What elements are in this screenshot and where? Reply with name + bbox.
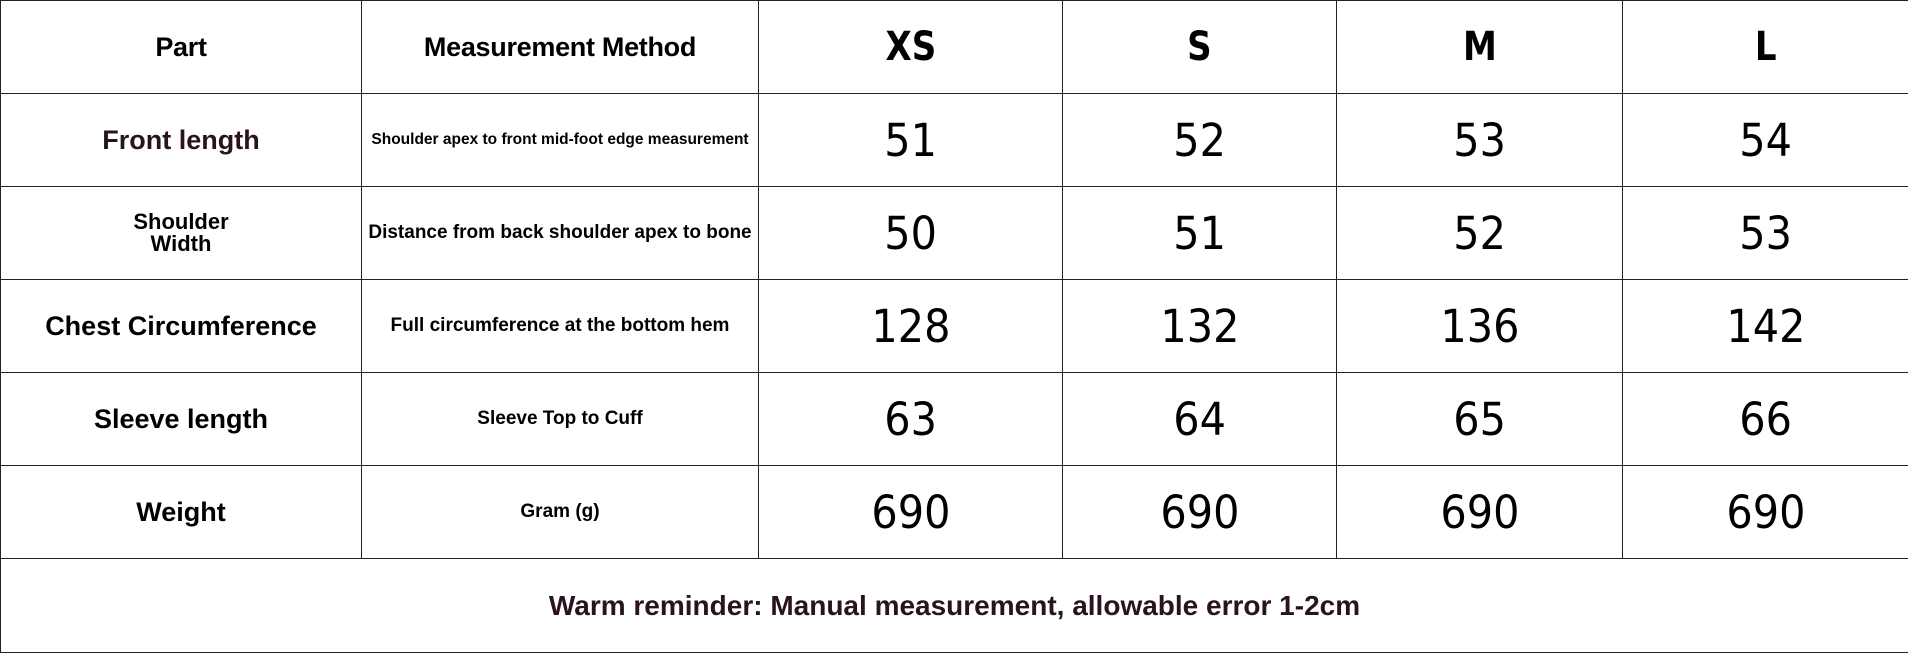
header-size-l: L (1755, 24, 1777, 70)
part-cell (1, 466, 362, 559)
table-row (1, 187, 1908, 280)
value-chest-l: 142 (1726, 300, 1805, 353)
value-shoulder-width-m: 52 (1453, 207, 1506, 260)
part-sleeve-length: Sleeve length (94, 404, 268, 434)
header-size-xs: XS (885, 24, 936, 70)
value-weight-l: 690 (1726, 486, 1805, 539)
value-front-length-s: 52 (1173, 114, 1226, 167)
value-cell (1063, 466, 1337, 559)
method-sleeve-length: Sleeve Top to Cuff (477, 408, 642, 429)
value-chest-s: 132 (1160, 300, 1239, 353)
value-cell (1063, 280, 1337, 373)
value-front-length-xs: 51 (884, 114, 937, 167)
value-sleeve-xs: 63 (884, 393, 937, 446)
part-weight: Weight (136, 497, 226, 527)
header-size-m: M (1463, 24, 1497, 70)
value-cell (759, 280, 1063, 373)
method-cell (362, 466, 759, 559)
value-cell (1337, 280, 1623, 373)
value-weight-xs: 690 (871, 486, 950, 539)
value-cell (1623, 94, 1908, 187)
header-row (1, 1, 1908, 94)
header-part-label: Part (155, 32, 206, 62)
header-method-label: Measurement Method (424, 32, 696, 62)
table-row (1, 466, 1908, 559)
value-cell (759, 373, 1063, 466)
value-cell (1623, 280, 1908, 373)
value-weight-s: 690 (1160, 486, 1239, 539)
method-weight: Gram (g) (520, 501, 599, 522)
value-cell (759, 94, 1063, 187)
value-cell (1623, 373, 1908, 466)
value-cell (1063, 94, 1337, 187)
value-cell (1623, 187, 1908, 280)
value-cell (1337, 373, 1623, 466)
part-cell (1, 280, 362, 373)
value-shoulder-width-s: 51 (1173, 207, 1226, 260)
method-shoulder-width: Distance from back shoulder apex to bone (368, 222, 751, 243)
value-sleeve-s: 64 (1173, 393, 1226, 446)
value-sleeve-m: 65 (1453, 393, 1506, 446)
value-cell (1063, 373, 1337, 466)
header-cell-part (1, 1, 362, 94)
warm-reminder-note: Warm reminder: Manual measurement, allowable error 1-2cm (549, 590, 1360, 621)
footer-row (1, 559, 1908, 653)
value-shoulder-width-xs: 50 (884, 207, 937, 260)
part-cell (1, 373, 362, 466)
table-row (1, 94, 1908, 187)
header-cell-method (362, 1, 759, 94)
part-shoulder-width: Shoulder Width (133, 211, 228, 255)
value-shoulder-width-l: 53 (1739, 207, 1792, 260)
value-chest-m: 136 (1440, 300, 1519, 353)
method-cell (362, 187, 759, 280)
table-row (1, 280, 1908, 373)
method-front-length: Shoulder apex to front mid-foot edge measurement (371, 131, 748, 148)
value-cell (1063, 187, 1337, 280)
value-cell (1337, 94, 1623, 187)
value-front-length-l: 54 (1739, 114, 1792, 167)
value-front-length-m: 53 (1453, 114, 1506, 167)
value-chest-xs: 128 (871, 300, 950, 353)
header-size-s: S (1187, 24, 1211, 70)
table-row (1, 373, 1908, 466)
part-front-length: Front length (102, 125, 259, 155)
value-cell (1337, 466, 1623, 559)
footer-cell (1, 559, 1908, 653)
header-cell-xs (759, 1, 1063, 94)
value-cell (1623, 466, 1908, 559)
part-cell (1, 94, 362, 187)
value-cell (1337, 187, 1623, 280)
value-cell (759, 187, 1063, 280)
value-weight-m: 690 (1440, 486, 1519, 539)
method-chest-circumference: Full circumference at the bottom hem (391, 315, 730, 336)
part-cell (1, 187, 362, 280)
part-chest-circumference: Chest Circumference (45, 311, 317, 341)
header-cell-m (1337, 1, 1623, 94)
method-cell (362, 373, 759, 466)
header-cell-l (1623, 1, 1908, 94)
method-cell (362, 280, 759, 373)
header-cell-s (1063, 1, 1337, 94)
method-cell (362, 94, 759, 187)
value-cell (759, 466, 1063, 559)
value-sleeve-l: 66 (1739, 393, 1792, 446)
